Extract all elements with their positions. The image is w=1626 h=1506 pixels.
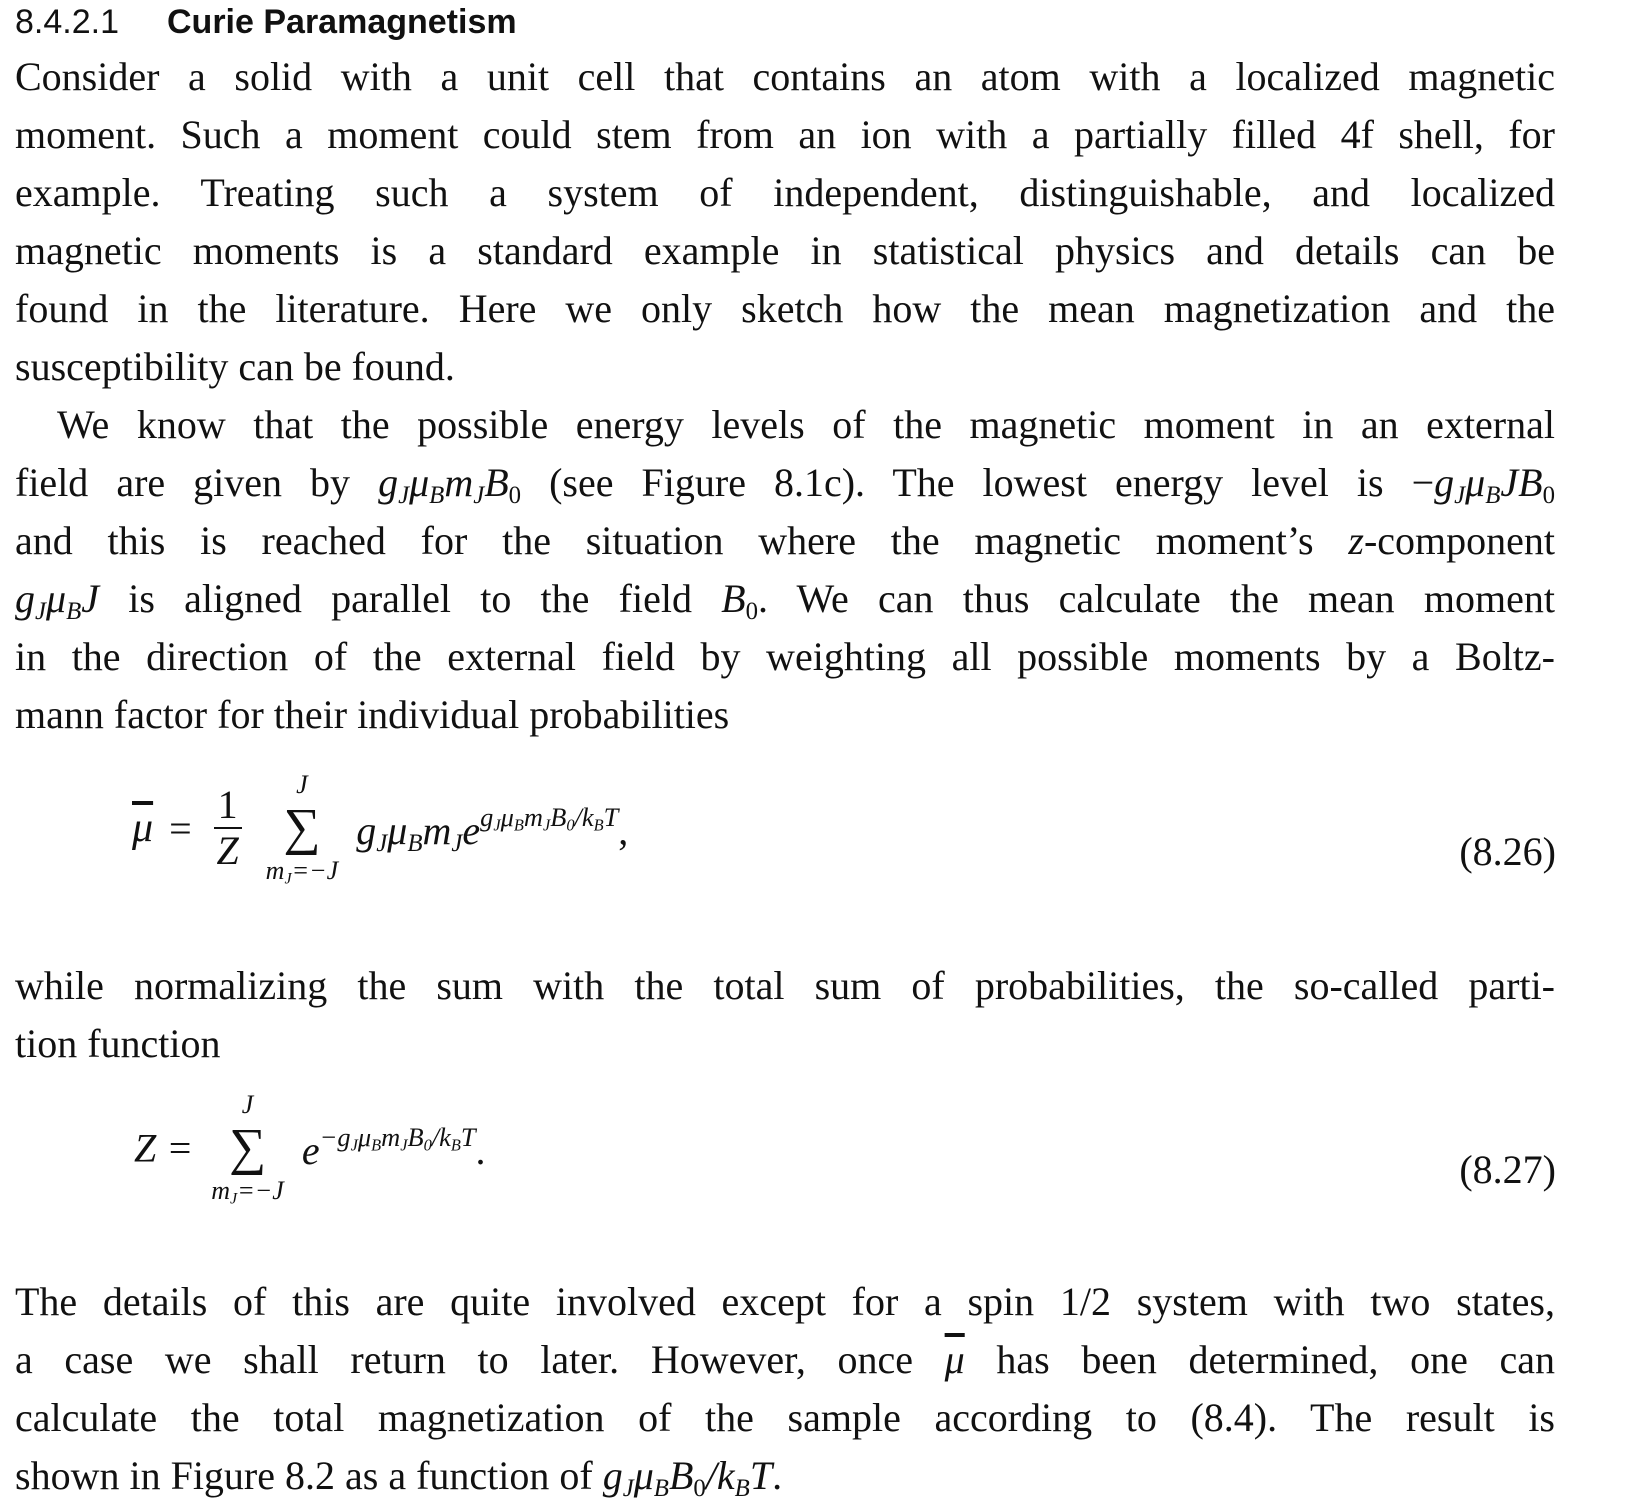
text-line: found in the literature. Here we only sketch how the mean magnetization and the [15, 286, 1555, 331]
text-line: $g_J\mu_BJ$ is aligned parallel to the field $B_0$. We can thus calculate the mean moment [15, 576, 1555, 625]
sum-upper-limit: J [241, 1090, 254, 1119]
summation: J ∑ $m_J=-J$ [265, 770, 339, 888]
fraction-denominator: Z [216, 828, 239, 873]
text-line: moment. Such a moment could stem from an ion with a partially filled 4f shell, for [15, 112, 1555, 157]
text-run: shown in Figure 8.2 as a function of [15, 1453, 603, 1498]
section-title: Curie Paramagnetism [167, 3, 517, 41]
text-line: susceptibility can be found. [15, 344, 455, 389]
equation-8-27 [0, 1090, 1626, 1240]
equation-number: (8.26) [1459, 829, 1556, 874]
sum-lower-limit-rest: =−J [237, 1176, 284, 1205]
text-run: and this is reached for the situation where the magnetic moment’s [15, 518, 1349, 563]
text-line: magnetic moments is a standard example in statistical physics and details can be [15, 228, 1555, 273]
sum-lower-limit-rest: =−J [291, 856, 339, 885]
text-run: . We can thus calculate the mean moment [758, 576, 1555, 621]
text-line: Consider a solid with a unit cell that contains an atom with a localized magnetic [15, 54, 1555, 99]
text-line: mann factor for their individual probabilities [15, 692, 730, 737]
summation: J ∑ $m_J=-J$ [211, 1090, 284, 1208]
sum-lower-limit: m [265, 856, 285, 885]
text-run: field are given by [15, 460, 379, 505]
text-line: in the direction of the external field by weighting all possible moments by a Boltz- [15, 634, 1555, 679]
equation-number: (8.27) [1459, 1147, 1556, 1192]
text-run: has been determined, one can [964, 1337, 1556, 1382]
text-line: example. Treating such a system of independent, distinguishable, and localized [15, 170, 1555, 215]
text-run: a case we shall return to later. However, once [15, 1337, 945, 1382]
equation-body: Z = J ∑ $m_J=-J$ $e^{-g_J\mu_Bm_JB_0/k_BT}$. [134, 1090, 486, 1208]
equation-8-26 [0, 770, 1626, 930]
sum-upper-limit: J [296, 770, 308, 799]
text-line: calculate the total magnetization of the sample according to (8.4). The result is [15, 1395, 1555, 1440]
text-line: a case we shall return to later. However, once $\overline{\mu}$ has been determined, one can [15, 1337, 1556, 1382]
text-run: (see Figure 8.1c). The lowest energy level is − [521, 460, 1435, 505]
paragraph-4 [15, 1273, 1555, 1505]
text-line [15, 512, 1555, 570]
fraction [214, 783, 242, 873]
text-line: We know that the possible energy levels of the magnetic moment in an external [57, 402, 1555, 447]
text-line: field are given by $g_J\mu_Bm_JB_0$ (see Figure 8.1c). The lowest energy level is $-g_J\mu_BJB_0$ [15, 460, 1555, 509]
equation-lhs: Z = [134, 1125, 194, 1171]
text-line: tion function [15, 1021, 221, 1066]
equation-body: $\overline{\mu}$ = $\frac{1}{Z}$ J ∑ $m_J=-J$ $g_J\mu_Bm_Je^{g_J\mu_Bm_JB_0/k_BT}$, [132, 770, 629, 888]
text-run: is aligned parallel to the field [99, 576, 722, 621]
text-line: while normalizing the sum with the total sum of probabilities, the so-called parti- [15, 963, 1555, 1008]
paragraph-3 [15, 957, 1555, 1073]
paragraph-2 [15, 396, 1555, 744]
fraction-numerator: 1 [214, 783, 242, 829]
text-run: -component [1363, 518, 1555, 563]
text-line: shown in Figure 8.2 as a function of $g_J\mu_BB_0/k_BT$. [15, 1453, 783, 1502]
section-number: 8.4.2.1 [15, 3, 119, 41]
math-variable: z [1348, 518, 1364, 563]
sum-lower-limit: m [211, 1176, 231, 1205]
section-heading [15, 0, 517, 44]
paragraph-1 [15, 48, 1555, 396]
text-line: The details of this are quite involved except for a spin 1/2 system with two states, [15, 1279, 1555, 1324]
